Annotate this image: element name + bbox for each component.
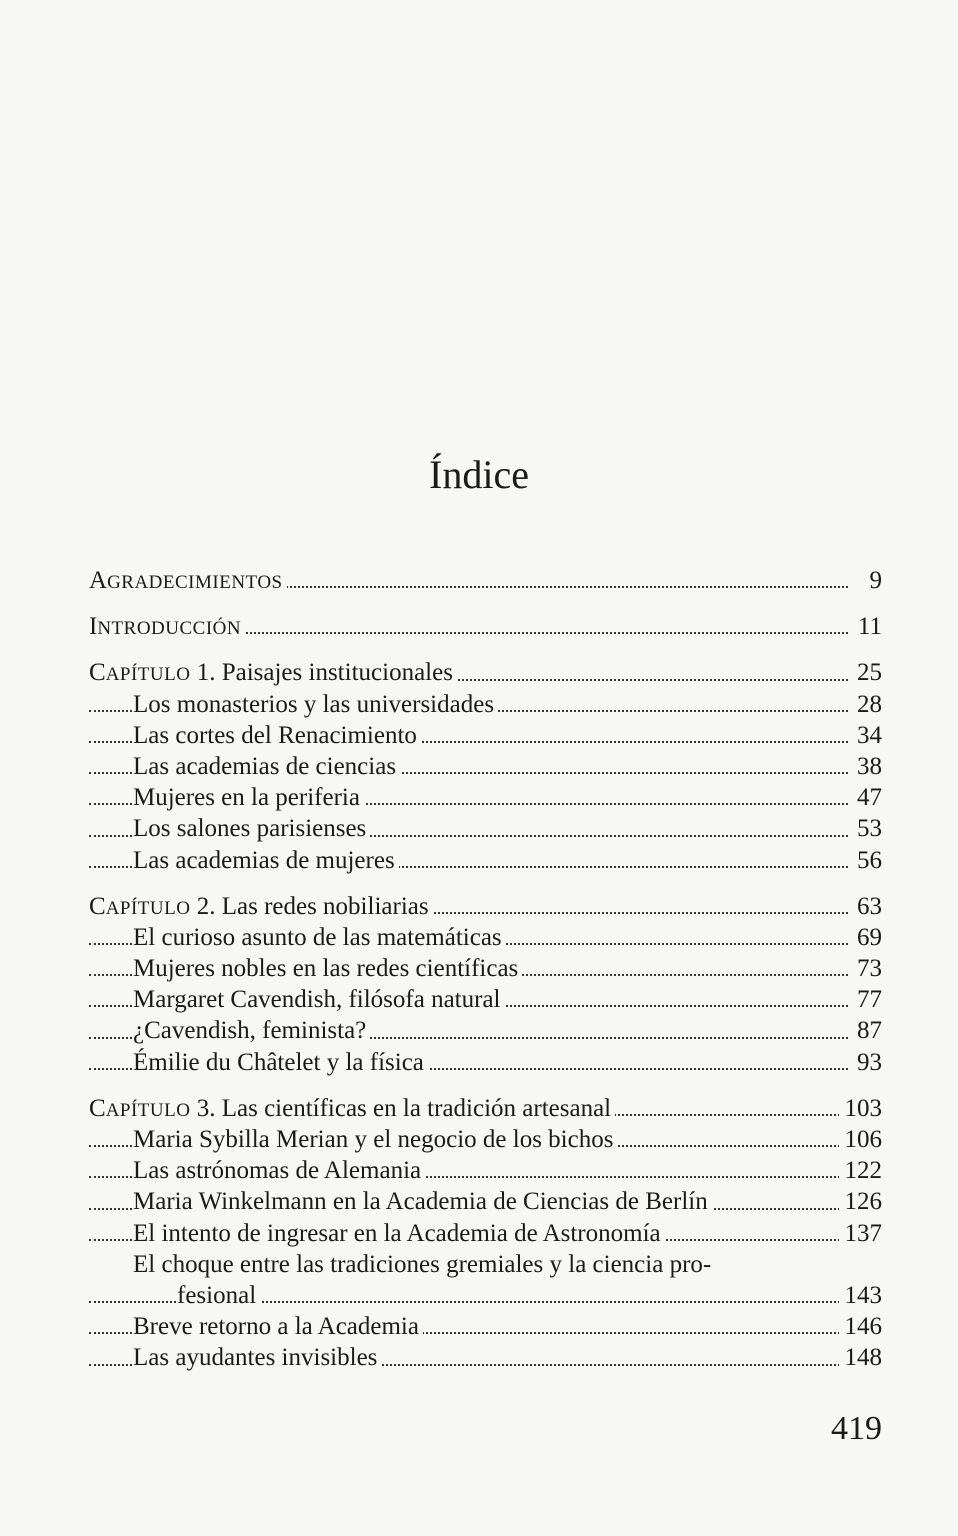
page-number: 419 [831,1410,882,1447]
toc-entry-page: 93 [851,1047,882,1078]
toc-chapter-entry [89,611,882,642]
toc-entry-label: CAPÍTULO 3. Las científicas en la tradición artesanal [89,1095,615,1122]
toc-entry-page: 122 [839,1155,883,1186]
toc-entry-label: El choque entre las tradiciones gremiales y la ciencia pro- [133,1251,715,1278]
toc-section-entry-continued [89,1280,882,1311]
toc-section-entry [89,1342,882,1373]
toc-entry-label: Breve retorno a la Academia [133,1313,423,1340]
toc-entry-label: El intento de ingresar en la Academia de Astronomía [133,1220,665,1247]
toc-entry-page: 137 [839,1218,883,1249]
toc-entry-page: 28 [851,689,882,720]
toc-chapter-entry [89,657,882,688]
toc-entry-label: Mujeres nobles en las redes científicas [133,955,522,982]
toc-entry-page: 146 [839,1311,883,1342]
toc-entry-page: 38 [851,751,882,782]
toc-section-entry [89,1047,882,1078]
toc-entry-page: 63 [851,891,882,922]
toc-section-entry [89,689,882,720]
toc-entry-page: 106 [839,1124,883,1155]
toc-entry-page: 143 [839,1280,883,1311]
table-of-contents [89,565,882,1374]
toc-chapter-entry [89,891,882,922]
toc-section-entry [89,953,882,984]
toc-section-entry [89,922,882,953]
toc-entry-label: Los salones parisienses [133,815,370,842]
toc-entry-page: 73 [851,953,882,984]
toc-entry-label: Las cortes del Renacimiento [133,722,421,749]
toc-section-entry [89,1186,882,1217]
toc-section-entry [89,845,882,876]
toc-entry-label: fesional [177,1282,260,1309]
toc-section-entry [89,782,882,813]
toc-entry-page: 9 [864,565,883,596]
toc-entry-label: Las academias de ciencias [133,753,400,780]
toc-entry-page: 34 [851,720,882,751]
toc-entry-label: El curioso asunto de las matemáticas [133,924,506,951]
toc-entry-page: 53 [851,813,882,844]
toc-entry-label: Émilie du Châtelet y la física [133,1049,428,1076]
toc-entry-page: 11 [852,611,882,642]
toc-entry-label: CAPÍTULO 2. Las redes nobiliarias [89,893,433,920]
toc-entry-label: Las ayudantes invisibles [133,1344,381,1371]
toc-entry-label: CAPÍTULO 1. Paisajes institucionales [89,659,457,686]
toc-entry-page: 25 [851,657,882,688]
toc-entry-label: Mujeres en la periferia [133,784,364,811]
toc-entry-label: AGRADECIMIENTOS [89,567,287,594]
toc-entry-page: 77 [851,984,882,1015]
toc-entry-page: 126 [839,1186,883,1217]
toc-section-entry [89,1124,882,1155]
toc-entry-label: ¿Cavendish, feminista? [133,1017,370,1044]
toc-section-entry [89,1218,882,1249]
toc-entry-label: Los monasterios y las universidades [133,691,498,718]
toc-chapter-entry [89,1093,882,1124]
toc-section-entry [89,1311,882,1342]
toc-section-entry [89,1249,882,1280]
toc-entry-page: 47 [851,782,882,813]
toc-entry-page: 69 [851,922,882,953]
toc-entry-label: Maria Sybilla Merian y el negocio de los bichos [133,1126,617,1153]
toc-entry-label: INTRODUCCIÓN [89,613,245,640]
toc-entry-page: 103 [839,1093,883,1124]
toc-section-entry [89,1015,882,1046]
toc-section-entry [89,1155,882,1186]
toc-entry-label: Margaret Cavendish, filósofa natural [133,986,504,1013]
toc-chapter-entry [89,565,882,596]
toc-entry-label: Las astrónomas de Alemania [133,1157,425,1184]
toc-section-entry [89,813,882,844]
toc-section-entry [89,984,882,1015]
toc-entry-page: 56 [851,845,882,876]
toc-entry-label: Maria Winkelmann en la Academia de Ciencias de Berlín [133,1188,712,1215]
toc-entry-page: 87 [851,1015,882,1046]
toc-section-entry [89,751,882,782]
toc-entry-label: Las academias de mujeres [133,847,399,874]
toc-entry-page: 148 [839,1342,883,1373]
page-title: Índice [429,452,529,497]
toc-section-entry [89,720,882,751]
